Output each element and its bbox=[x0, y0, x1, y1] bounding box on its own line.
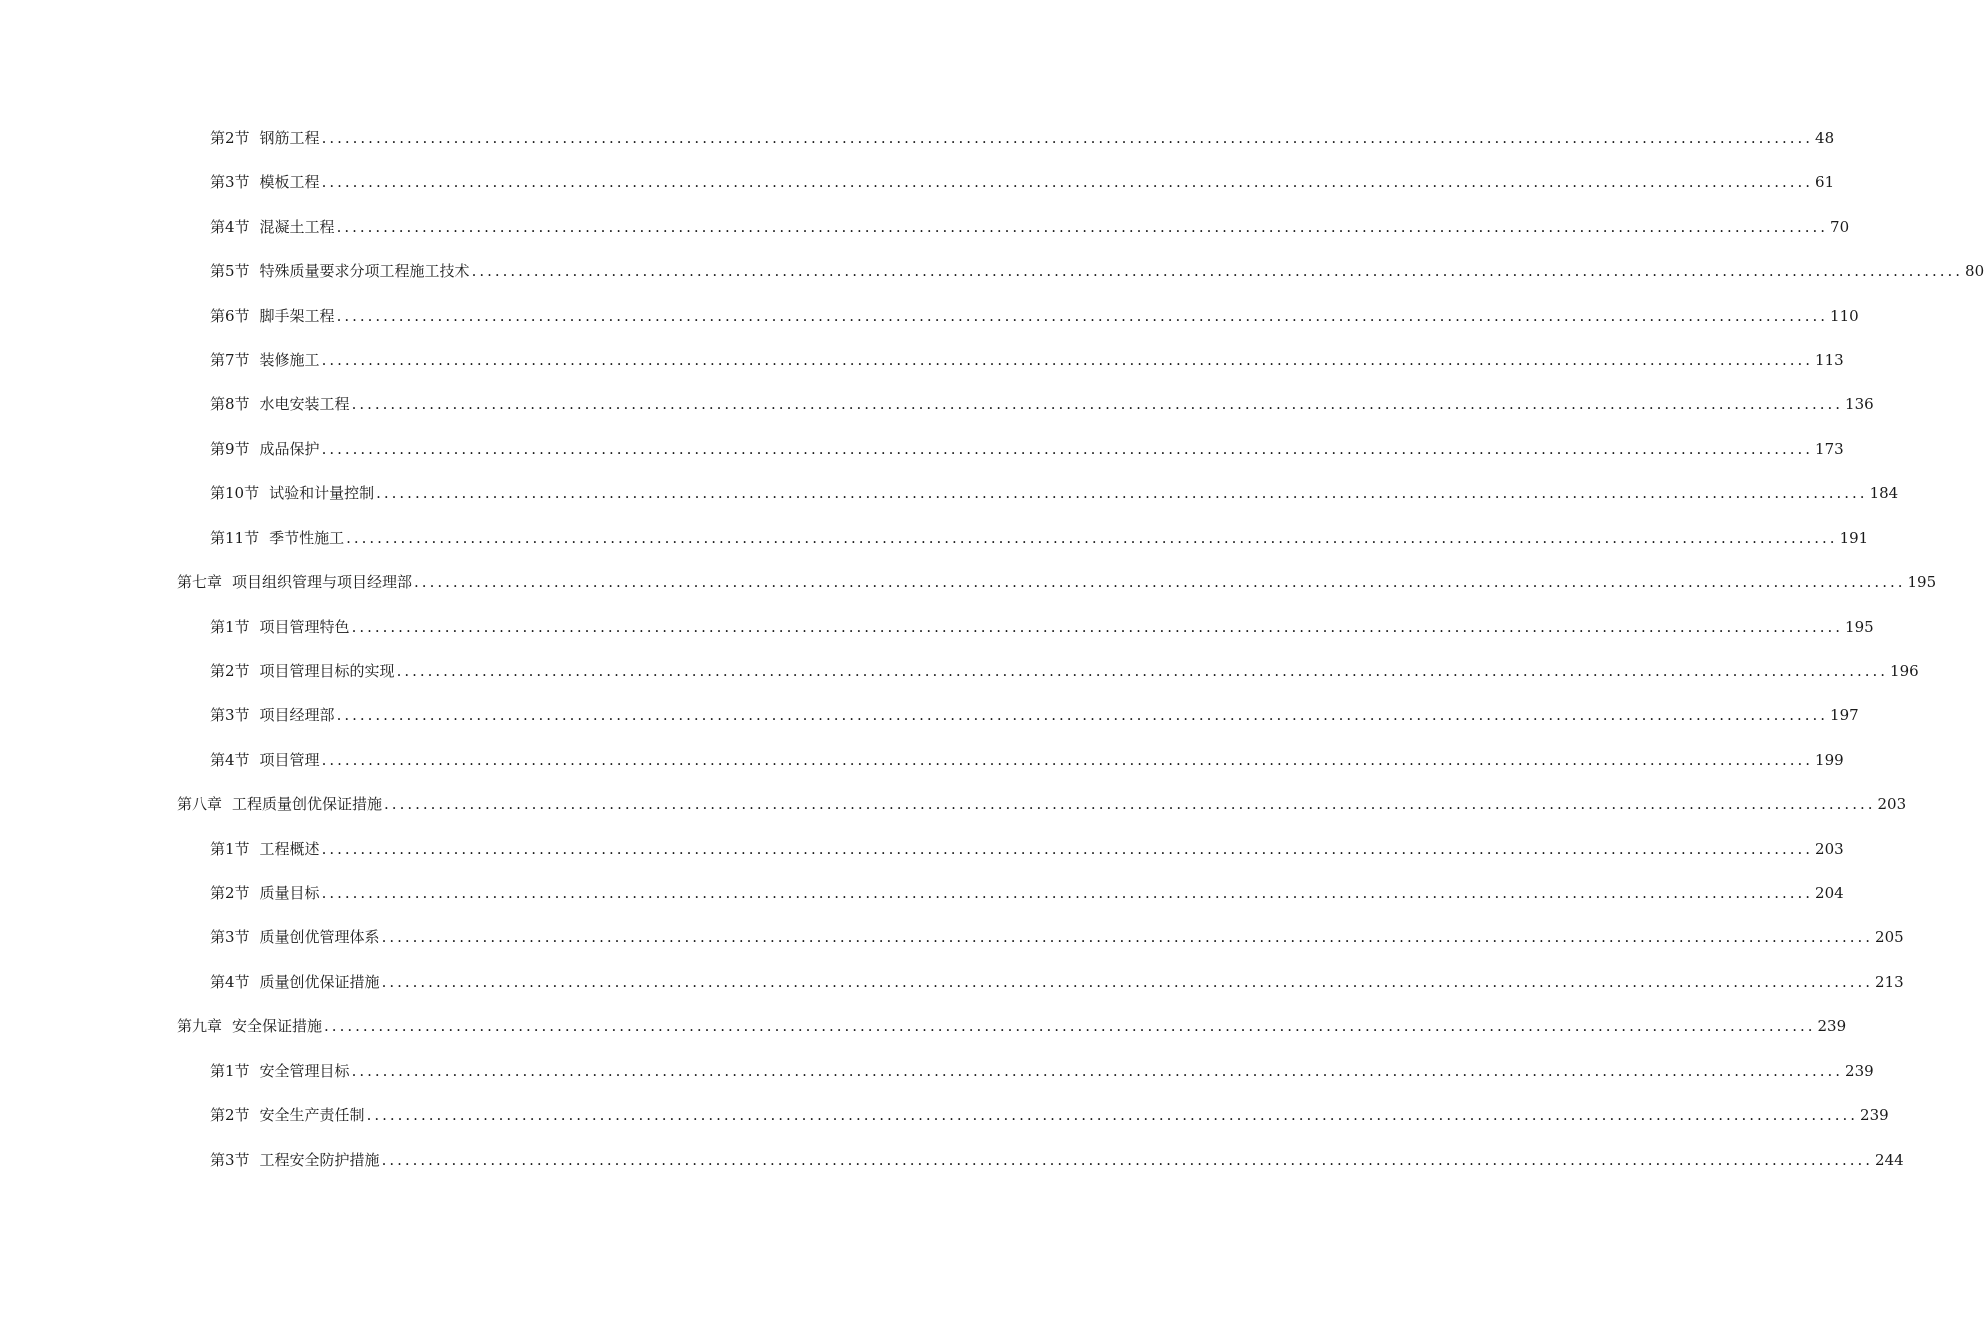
entry-title: 安全保证措施 bbox=[232, 1017, 323, 1035]
dot-leader: ................................................................................................................................................................................................ bbox=[381, 1151, 1874, 1169]
page-number: 203 bbox=[1815, 840, 1844, 858]
entry-number: 第5节 bbox=[210, 262, 250, 280]
entry-title: 安全生产责任制 bbox=[259, 1106, 365, 1124]
entry-number: 第8节 bbox=[210, 395, 250, 413]
dot-leader: ................................................................................................................................................................................................ bbox=[336, 706, 1829, 724]
entry-title: 季节性施工 bbox=[269, 529, 345, 547]
dot-leader: ................................................................................................................................................................................................ bbox=[321, 440, 1814, 458]
page-number: 80 bbox=[1965, 262, 1984, 280]
page-number: 136 bbox=[1845, 395, 1874, 413]
toc-entry-section[interactable] bbox=[210, 1103, 1889, 1127]
entry-number: 第11节 bbox=[210, 529, 260, 547]
page-number: 70 bbox=[1830, 218, 1850, 236]
dot-leader: ................................................................................................................................................................................................ bbox=[414, 573, 1906, 591]
dot-leader: ................................................................................................................................................................................................ bbox=[381, 928, 1874, 946]
entry-title: 质量创优保证措施 bbox=[259, 973, 380, 991]
entry-number: 第2节 bbox=[210, 884, 250, 902]
page-number: 204 bbox=[1815, 884, 1844, 902]
dot-leader: ................................................................................................................................................................................................ bbox=[351, 618, 1844, 636]
page-number: 196 bbox=[1890, 662, 1919, 680]
entry-title: 项目组织管理与项目经理部 bbox=[232, 573, 413, 591]
entry-number: 第3节 bbox=[210, 706, 250, 724]
dot-leader: ................................................................................................................................................................................................ bbox=[321, 884, 1814, 902]
page-number: 239 bbox=[1845, 1062, 1874, 1080]
dot-leader: ................................................................................................................................................................................................ bbox=[471, 262, 1964, 280]
entry-title: 工程概述 bbox=[259, 840, 320, 858]
entry-title: 工程安全防护措施 bbox=[259, 1151, 380, 1169]
entry-title: 特殊质量要求分项工程施工技术 bbox=[259, 262, 470, 280]
entry-title: 水电安装工程 bbox=[259, 395, 350, 413]
entry-title: 混凝土工程 bbox=[259, 218, 335, 236]
entry-number: 第八章 bbox=[177, 795, 223, 813]
dot-leader: ................................................................................................................................................................................................ bbox=[336, 218, 1829, 236]
entry-title: 项目管理目标的实现 bbox=[259, 662, 395, 680]
entry-title: 模板工程 bbox=[259, 173, 320, 191]
entry-number: 第4节 bbox=[210, 973, 250, 991]
page-number: 244 bbox=[1875, 1151, 1904, 1169]
entry-number: 第4节 bbox=[210, 751, 250, 769]
dot-leader: ................................................................................................................................................................................................ bbox=[324, 1017, 1816, 1035]
page-number: 110 bbox=[1830, 307, 1859, 325]
toc-entry-section[interactable] bbox=[210, 1148, 1904, 1172]
page-number: 113 bbox=[1815, 351, 1844, 369]
page-number: 191 bbox=[1839, 529, 1869, 547]
entry-number: 第七章 bbox=[177, 573, 223, 591]
toc-entry-section[interactable] bbox=[210, 259, 1984, 283]
page-number: 61 bbox=[1815, 173, 1835, 191]
entry-number: 第1节 bbox=[210, 1062, 250, 1080]
toc-entry-section[interactable] bbox=[210, 437, 1844, 461]
entry-title: 试验和计量控制 bbox=[269, 484, 375, 502]
entry-number: 第1节 bbox=[210, 618, 250, 636]
toc-entry-section[interactable] bbox=[210, 615, 1874, 639]
page-number: 173 bbox=[1815, 440, 1844, 458]
dot-leader: ................................................................................................................................................................................................ bbox=[321, 351, 1814, 369]
page-number: 239 bbox=[1860, 1106, 1889, 1124]
entry-title: 成品保护 bbox=[259, 440, 320, 458]
dot-leader: ................................................................................................................................................................................................ bbox=[321, 129, 1814, 147]
dot-leader: ................................................................................................................................................................................................ bbox=[321, 751, 1814, 769]
page-number: 197 bbox=[1830, 706, 1859, 724]
toc-entry-section[interactable] bbox=[210, 881, 1844, 905]
toc-entry-section[interactable] bbox=[210, 348, 1844, 372]
toc-entry-chapter[interactable] bbox=[177, 1014, 1847, 1038]
entry-number: 第6节 bbox=[210, 307, 250, 325]
entry-number: 第10节 bbox=[210, 484, 260, 502]
toc-entry-section[interactable] bbox=[210, 837, 1844, 861]
dot-leader: ................................................................................................................................................................................................ bbox=[351, 395, 1844, 413]
toc-entry-section[interactable] bbox=[210, 526, 1869, 550]
toc-entry-section[interactable] bbox=[210, 304, 1859, 328]
entry-title: 项目管理 bbox=[259, 751, 320, 769]
entry-number: 第3节 bbox=[210, 928, 250, 946]
page-number: 203 bbox=[1877, 795, 1907, 813]
entry-number: 第2节 bbox=[210, 662, 250, 680]
dot-leader: ................................................................................................................................................................................................ bbox=[384, 795, 1876, 813]
toc-entry-chapter[interactable] bbox=[177, 570, 1937, 594]
toc-entry-section[interactable] bbox=[210, 481, 1899, 505]
dot-leader: ................................................................................................................................................................................................ bbox=[366, 1106, 1859, 1124]
page-number: 184 bbox=[1869, 484, 1899, 502]
page-number: 48 bbox=[1815, 129, 1835, 147]
toc-entry-section[interactable] bbox=[210, 659, 1919, 683]
entry-title: 质量创优管理体系 bbox=[259, 928, 380, 946]
entry-title: 脚手架工程 bbox=[259, 307, 335, 325]
dot-leader: ................................................................................................................................................................................................ bbox=[351, 1062, 1844, 1080]
entry-number: 第1节 bbox=[210, 840, 250, 858]
dot-leader: ................................................................................................................................................................................................ bbox=[381, 973, 1874, 991]
dot-leader: ................................................................................................................................................................................................ bbox=[396, 662, 1889, 680]
toc-entry-section[interactable] bbox=[210, 392, 1874, 416]
toc-entry-section[interactable] bbox=[210, 748, 1844, 772]
toc-entry-section[interactable] bbox=[210, 215, 1850, 239]
entry-title: 钢筋工程 bbox=[259, 129, 320, 147]
entry-title: 质量目标 bbox=[259, 884, 320, 902]
entry-title: 装修施工 bbox=[259, 351, 320, 369]
entry-number: 第2节 bbox=[210, 1106, 250, 1124]
entry-number: 第4节 bbox=[210, 218, 250, 236]
toc-entry-section[interactable] bbox=[210, 703, 1859, 727]
page-number: 205 bbox=[1875, 928, 1904, 946]
toc-entry-section[interactable] bbox=[210, 1059, 1874, 1083]
page-number: 239 bbox=[1817, 1017, 1847, 1035]
toc-entry-chapter[interactable] bbox=[177, 792, 1907, 816]
toc-entry-section[interactable] bbox=[210, 170, 1835, 194]
entry-number: 第3节 bbox=[210, 173, 250, 191]
page-number: 213 bbox=[1875, 973, 1904, 991]
entry-title: 工程质量创优保证措施 bbox=[232, 795, 383, 813]
entry-number: 第2节 bbox=[210, 129, 250, 147]
entry-title: 项目管理特色 bbox=[259, 618, 350, 636]
entry-title: 项目经理部 bbox=[259, 706, 335, 724]
dot-leader: ................................................................................................................................................................................................ bbox=[321, 173, 1814, 191]
toc-entry-section[interactable] bbox=[210, 126, 1835, 150]
page-number: 199 bbox=[1815, 751, 1844, 769]
entry-title: 安全管理目标 bbox=[259, 1062, 350, 1080]
entry-number: 第7节 bbox=[210, 351, 250, 369]
dot-leader: ................................................................................................................................................................................................ bbox=[376, 484, 1868, 502]
dot-leader: ................................................................................................................................................................................................ bbox=[346, 529, 1838, 547]
entry-number: 第9节 bbox=[210, 440, 250, 458]
page-number: 195 bbox=[1845, 618, 1874, 636]
toc-entry-section[interactable] bbox=[210, 925, 1904, 949]
page-number: 195 bbox=[1907, 573, 1937, 591]
entry-number: 第九章 bbox=[177, 1017, 223, 1035]
dot-leader: ................................................................................................................................................................................................ bbox=[321, 840, 1814, 858]
dot-leader: ................................................................................................................................................................................................ bbox=[336, 307, 1829, 325]
toc-entry-section[interactable] bbox=[210, 970, 1904, 994]
entry-number: 第3节 bbox=[210, 1151, 250, 1169]
